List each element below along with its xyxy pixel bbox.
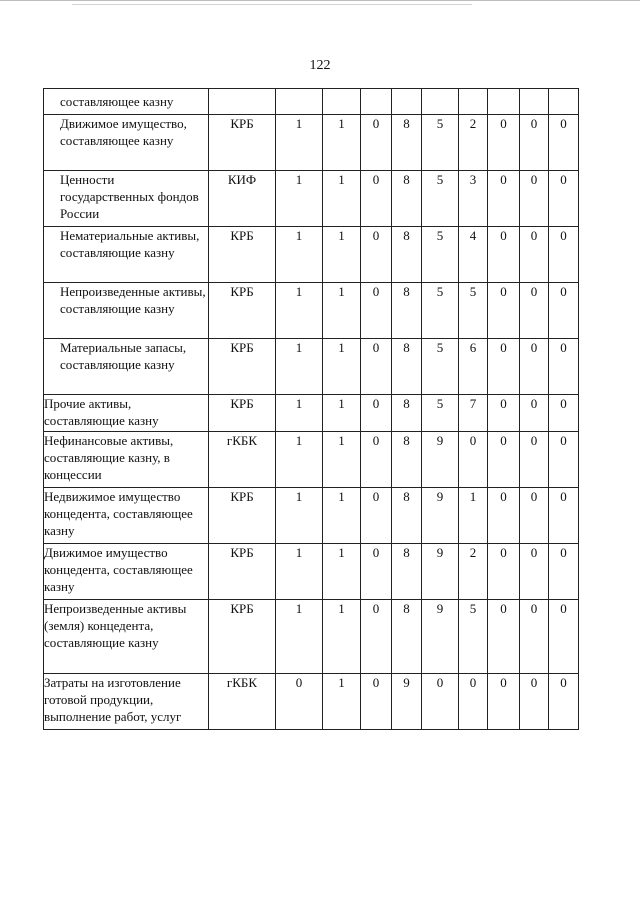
table-row — [44, 432, 579, 488]
digit-cell: 0 — [549, 339, 579, 395]
digit-cell: 0 — [549, 227, 579, 283]
digit-cell: 5 — [422, 171, 459, 227]
account-code-table — [43, 88, 579, 730]
digit-cell — [361, 89, 392, 115]
digit-cell: 0 — [549, 115, 579, 171]
code-type-cell: гКБК — [209, 432, 276, 488]
digit-cell: 1 — [276, 115, 323, 171]
digit-cell: 0 — [488, 283, 520, 339]
digit-cell: 2 — [459, 115, 488, 171]
account-name-cell: Движимое имущество концедента, составляющее казну — [44, 544, 209, 600]
digit-cell: 0 — [488, 600, 520, 674]
digit-cell: 0 — [549, 674, 579, 730]
digit-cell: 0 — [520, 115, 549, 171]
code-type-cell: КРБ — [209, 544, 276, 600]
digit-cell: 8 — [392, 432, 422, 488]
table-row — [44, 171, 579, 227]
digit-cell: 0 — [520, 488, 549, 544]
digit-cell: 0 — [422, 674, 459, 730]
digit-cell: 1 — [323, 339, 361, 395]
digit-cell: 1 — [323, 171, 361, 227]
account-name-cell: Материальные запасы, составляющие казну — [44, 339, 209, 395]
digit-cell: 0 — [459, 674, 488, 730]
digit-cell: 1 — [276, 600, 323, 674]
digit-cell: 1 — [276, 171, 323, 227]
table-row — [44, 600, 579, 674]
digit-cell: 0 — [361, 488, 392, 544]
digit-cell — [459, 89, 488, 115]
digit-cell: 5 — [422, 115, 459, 171]
digit-cell: 1 — [323, 283, 361, 339]
digit-cell — [323, 89, 361, 115]
digit-cell: 1 — [323, 227, 361, 283]
digit-cell: 1 — [459, 488, 488, 544]
digit-cell: 0 — [459, 432, 488, 488]
digit-cell: 0 — [549, 395, 579, 432]
digit-cell: 6 — [459, 339, 488, 395]
table-row — [44, 283, 579, 339]
table-row — [44, 674, 579, 730]
digit-cell: 0 — [520, 339, 549, 395]
digit-cell: 1 — [276, 488, 323, 544]
account-name-cell: составляющее казну — [44, 89, 209, 115]
digit-cell: 5 — [459, 600, 488, 674]
code-type-cell: КРБ — [209, 395, 276, 432]
digit-cell: 0 — [520, 674, 549, 730]
digit-cell: 3 — [459, 171, 488, 227]
page-number: 122 — [309, 58, 331, 73]
digit-cell: 0 — [549, 283, 579, 339]
digit-cell: 0 — [488, 544, 520, 600]
digit-cell — [549, 89, 579, 115]
digit-cell: 2 — [459, 544, 488, 600]
account-name-cell: Нематериальные активы, составляющие казну — [44, 227, 209, 283]
digit-cell: 5 — [422, 283, 459, 339]
digit-cell: 9 — [422, 432, 459, 488]
digit-cell — [276, 89, 323, 115]
digit-cell: 5 — [422, 395, 459, 432]
digit-cell: 0 — [488, 395, 520, 432]
digit-cell — [520, 89, 549, 115]
account-name-cell: Непроизведенные активы, составляющие казну — [44, 283, 209, 339]
digit-cell: 7 — [459, 395, 488, 432]
digit-cell: 1 — [323, 115, 361, 171]
digit-cell: 0 — [488, 171, 520, 227]
digit-cell: 1 — [323, 674, 361, 730]
digit-cell: 0 — [361, 395, 392, 432]
account-name-cell: Затраты на изготовление готовой продукции, выполнение работ, услуг — [44, 674, 209, 730]
digit-cell: 0 — [549, 544, 579, 600]
digit-cell: 0 — [488, 115, 520, 171]
digit-cell: 8 — [392, 544, 422, 600]
account-name-cell: Ценности государственных фондов России — [44, 171, 209, 227]
digit-cell: 0 — [488, 674, 520, 730]
digit-cell: 0 — [549, 171, 579, 227]
digit-cell: 0 — [549, 600, 579, 674]
digit-cell: 0 — [520, 283, 549, 339]
digit-cell: 0 — [276, 674, 323, 730]
digit-cell: 0 — [361, 432, 392, 488]
digit-cell: 9 — [422, 488, 459, 544]
digit-cell: 0 — [361, 674, 392, 730]
account-name-cell: Движимое имущество, составляющее казну — [44, 115, 209, 171]
digit-cell: 1 — [276, 432, 323, 488]
digit-cell: 8 — [392, 395, 422, 432]
table-row — [44, 339, 579, 395]
digit-cell: 0 — [520, 544, 549, 600]
digit-cell — [488, 89, 520, 115]
digit-cell: 1 — [276, 227, 323, 283]
digit-cell: 1 — [323, 600, 361, 674]
table-row — [44, 227, 579, 283]
digit-cell: 0 — [488, 227, 520, 283]
digit-cell: 1 — [276, 283, 323, 339]
digit-cell: 5 — [459, 283, 488, 339]
digit-cell: 1 — [323, 395, 361, 432]
digit-cell: 8 — [392, 339, 422, 395]
digit-cell: 5 — [422, 227, 459, 283]
digit-cell: 9 — [392, 674, 422, 730]
digit-cell: 0 — [549, 432, 579, 488]
code-type-cell: КИФ — [209, 171, 276, 227]
digit-cell: 1 — [323, 432, 361, 488]
digit-cell: 0 — [488, 432, 520, 488]
table-row — [44, 488, 579, 544]
digit-cell: 0 — [361, 544, 392, 600]
digit-cell: 0 — [361, 339, 392, 395]
digit-cell: 8 — [392, 488, 422, 544]
table-row — [44, 395, 579, 432]
digit-cell: 1 — [276, 544, 323, 600]
digit-cell: 0 — [488, 339, 520, 395]
account-name-cell: Непроизведенные активы (земля) концедента, составляющие казну — [44, 600, 209, 674]
scan-edge — [0, 0, 640, 7]
digit-cell: 8 — [392, 600, 422, 674]
digit-cell: 0 — [488, 488, 520, 544]
digit-cell: 0 — [361, 115, 392, 171]
table-row — [44, 115, 579, 171]
digit-cell: 8 — [392, 227, 422, 283]
digit-cell: 0 — [520, 227, 549, 283]
code-type-cell: КРБ — [209, 227, 276, 283]
digit-cell: 0 — [361, 171, 392, 227]
digit-cell: 0 — [520, 171, 549, 227]
digit-cell: 4 — [459, 227, 488, 283]
code-type-cell: КРБ — [209, 600, 276, 674]
code-type-cell: КРБ — [209, 283, 276, 339]
account-name-cell: Недвижимое имущество концедента, составляющее казну — [44, 488, 209, 544]
table-row — [44, 89, 579, 115]
digit-cell: 0 — [361, 227, 392, 283]
digit-cell: 0 — [520, 600, 549, 674]
digit-cell: 8 — [392, 283, 422, 339]
digit-cell: 1 — [276, 395, 323, 432]
digit-cell: 8 — [392, 171, 422, 227]
account-name-cell: Прочие активы, составляющие казну — [44, 395, 209, 432]
digit-cell: 0 — [361, 600, 392, 674]
digit-cell: 1 — [323, 544, 361, 600]
code-type-cell: КРБ — [209, 115, 276, 171]
table-body — [44, 89, 579, 730]
digit-cell: 0 — [520, 395, 549, 432]
table-row — [44, 544, 579, 600]
code-type-cell: гКБК — [209, 674, 276, 730]
digit-cell: 9 — [422, 600, 459, 674]
digit-cell: 1 — [323, 488, 361, 544]
digit-cell: 0 — [520, 432, 549, 488]
digit-cell — [422, 89, 459, 115]
code-type-cell — [209, 89, 276, 115]
digit-cell: 9 — [422, 544, 459, 600]
digit-cell: 0 — [361, 283, 392, 339]
digit-cell — [392, 89, 422, 115]
digit-cell: 5 — [422, 339, 459, 395]
code-type-cell: КРБ — [209, 488, 276, 544]
digit-cell: 1 — [276, 339, 323, 395]
digit-cell: 0 — [549, 488, 579, 544]
digit-cell: 8 — [392, 115, 422, 171]
code-type-cell: КРБ — [209, 339, 276, 395]
account-name-cell: Нефинансовые активы, составляющие казну, в концессии — [44, 432, 209, 488]
